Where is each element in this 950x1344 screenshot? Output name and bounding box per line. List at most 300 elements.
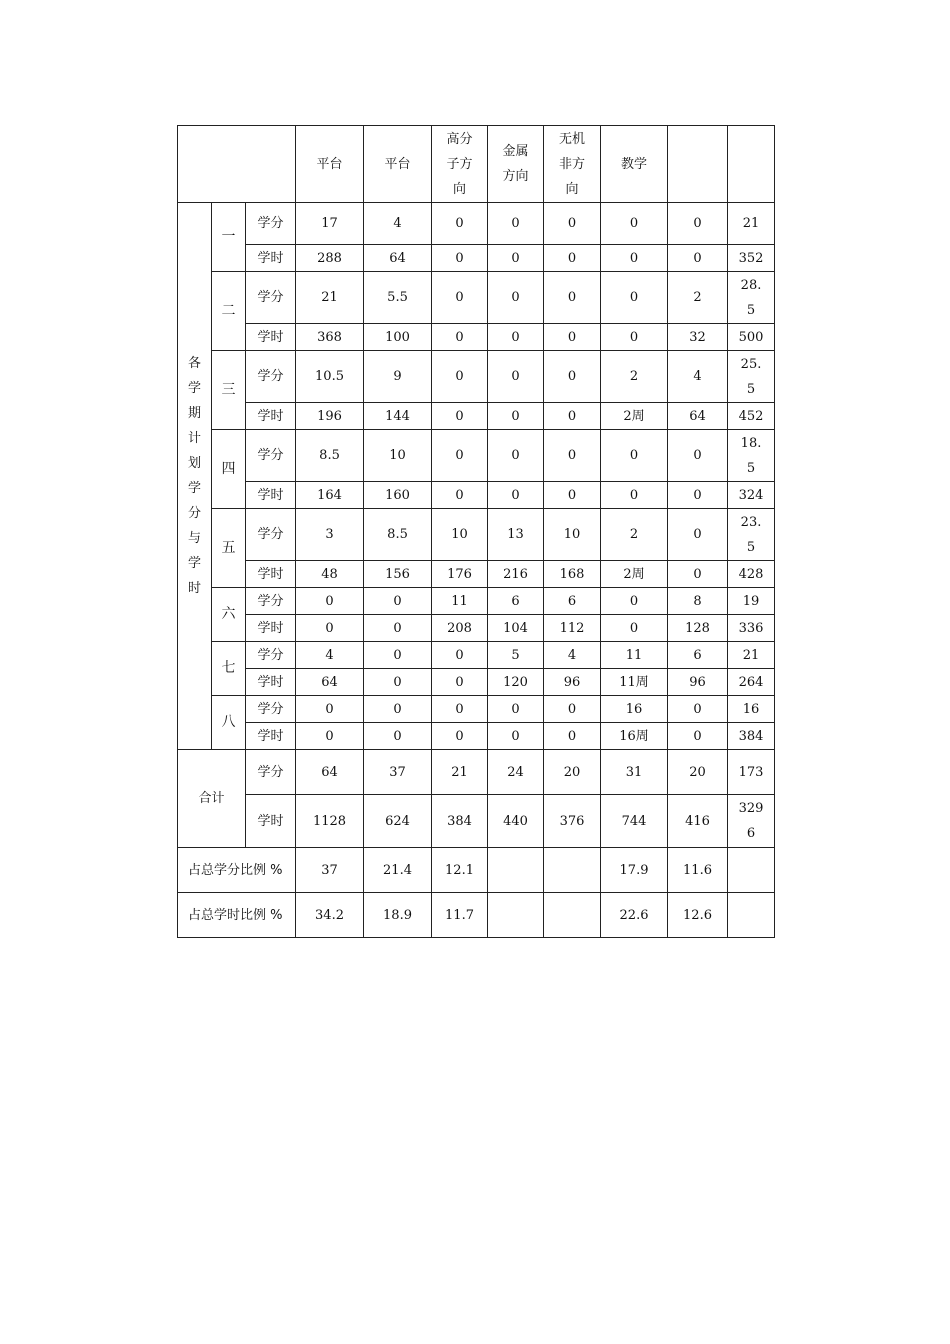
value-cell: [544, 696, 601, 723]
value-cell: [668, 615, 728, 642]
value-cell: [544, 430, 601, 482]
value-cell: [668, 588, 728, 615]
cell-text: 112: [559, 620, 585, 636]
cell-text: 0: [511, 701, 520, 717]
cell-text: 176: [447, 566, 472, 582]
value-cell: [728, 509, 775, 561]
value-cell: [601, 561, 668, 588]
cell-text: 24: [507, 764, 524, 780]
total-value-cell: [364, 750, 432, 795]
value-cell: [544, 723, 601, 750]
value-cell: [364, 351, 432, 403]
cell-text: 208: [447, 620, 472, 636]
cell-text: 0: [567, 701, 577, 717]
cell-text: 2: [629, 369, 639, 384]
cell-text: 368: [317, 329, 342, 345]
cell-text: 0: [693, 701, 702, 717]
cell-text: 0: [567, 487, 577, 503]
cell-text: 0: [393, 593, 402, 609]
value-cell: [601, 696, 668, 723]
cell-text: 2: [693, 290, 702, 305]
value-cell: [728, 403, 775, 430]
cell-text: 0: [455, 216, 464, 231]
value-cell: [544, 245, 601, 272]
value-cell: [544, 561, 601, 588]
value-cell: [728, 272, 775, 324]
value-cell: [364, 669, 432, 696]
cell-text: 学时: [257, 408, 284, 424]
value-cell: [668, 351, 728, 403]
row-type-label: [246, 324, 296, 351]
cell-text: 144: [385, 408, 410, 424]
row-type-label: [246, 795, 296, 848]
side-group-text: 各学期计划学分与学时: [187, 356, 201, 596]
total-value-cell: [432, 750, 488, 795]
table-row: [178, 272, 775, 324]
value-cell: [728, 642, 775, 669]
cell-text: 9: [393, 369, 402, 384]
cell-text: 0: [325, 620, 334, 636]
cell-text: 一: [221, 228, 236, 245]
cell-text: 744: [621, 813, 647, 829]
table-row: [178, 696, 775, 723]
value-cell: [364, 588, 432, 615]
header-corner: [178, 126, 296, 203]
table-row: [178, 642, 775, 669]
cell-text: 21: [742, 216, 760, 231]
value-cell: [488, 430, 544, 482]
value-cell: [601, 203, 668, 245]
cell-text: 学时: [257, 620, 284, 636]
cell-text: 32: [689, 329, 706, 345]
cell-text: 20: [563, 764, 581, 780]
value-cell: [544, 642, 601, 669]
cell-text: 17.9: [619, 862, 649, 878]
cell-text: 156: [385, 566, 410, 582]
value-cell: [432, 696, 488, 723]
value-cell: [296, 696, 364, 723]
cell-text: 3296: [738, 801, 764, 841]
cell-text: 4: [567, 647, 577, 663]
total-value-cell: [544, 750, 601, 795]
cell-text: 学分: [257, 216, 284, 231]
cell-text: 2周: [623, 566, 645, 582]
cell-text: 学分: [257, 764, 284, 780]
value-cell: [364, 203, 432, 245]
cell-text: 16周: [619, 728, 649, 744]
table-row: [178, 245, 775, 272]
value-cell: [296, 723, 364, 750]
total-value-cell: [296, 795, 364, 848]
column-header: [296, 126, 364, 203]
cell-text: 学时: [257, 728, 284, 744]
value-cell: [544, 351, 601, 403]
cell-text: 占总学时比例 %: [188, 907, 283, 923]
value-cell: [601, 245, 668, 272]
cell-text: 0: [511, 216, 520, 231]
value-cell: [364, 403, 432, 430]
table-row: [178, 615, 775, 642]
value-cell: [432, 482, 488, 509]
cell-text: 4: [393, 216, 402, 231]
total-value-cell: [668, 795, 728, 848]
cell-text: 高分子方向: [446, 131, 473, 197]
cell-text: 16: [742, 701, 760, 717]
row-type-label: [246, 482, 296, 509]
value-cell: [488, 482, 544, 509]
cell-text: 3: [325, 527, 334, 542]
value-cell: [601, 482, 668, 509]
value-cell: [364, 615, 432, 642]
total-value-cell: [488, 795, 544, 848]
cell-text: 4: [325, 647, 334, 663]
value-cell: [601, 723, 668, 750]
ratio-row: [178, 848, 775, 893]
total-value-cell: [728, 795, 775, 848]
value-cell: [432, 723, 488, 750]
value-cell: [488, 403, 544, 430]
cell-text: 96: [563, 674, 581, 690]
value-cell: [668, 723, 728, 750]
cell-text: 8.5: [387, 527, 408, 542]
cell-text: 264: [738, 674, 764, 690]
ratio-value-cell: [296, 848, 364, 893]
value-cell: [668, 642, 728, 669]
cell-text: 金属方向: [502, 144, 529, 184]
value-cell: [668, 430, 728, 482]
semester-label: [212, 203, 246, 272]
cell-text: 0: [567, 728, 577, 744]
cell-text: 学分: [257, 593, 284, 609]
value-cell: [488, 669, 544, 696]
cell-text: 学时: [257, 250, 284, 266]
cell-text: 0: [693, 448, 702, 463]
value-cell: [296, 669, 364, 696]
semester-label: [212, 430, 246, 509]
row-type-label: [246, 272, 296, 324]
cell-text: 11: [625, 647, 643, 663]
value-cell: [544, 509, 601, 561]
cell-text: 5: [511, 647, 520, 663]
table-body: [178, 126, 775, 938]
cell-text: 0: [455, 408, 464, 424]
cell-text: 0: [393, 647, 402, 663]
table-row: [178, 403, 775, 430]
value-cell: [544, 669, 601, 696]
value-cell: [601, 669, 668, 696]
semester-label: [212, 588, 246, 642]
value-cell: [296, 245, 364, 272]
cell-text: 1128: [312, 813, 347, 829]
value-cell: [432, 561, 488, 588]
cell-text: 0: [629, 448, 639, 463]
ratio-label: [178, 893, 296, 938]
cell-text: 0: [455, 487, 464, 503]
cell-text: 学时: [257, 566, 284, 582]
value-cell: [296, 615, 364, 642]
semester-label: [212, 509, 246, 588]
cell-text: 37: [389, 764, 406, 780]
cell-text: 0: [629, 216, 639, 231]
cell-text: 学时: [257, 329, 284, 345]
value-cell: [544, 203, 601, 245]
cell-text: 440: [503, 813, 528, 829]
value-cell: [668, 245, 728, 272]
row-type-label: [246, 561, 296, 588]
value-cell: [488, 509, 544, 561]
cell-text: 0: [567, 408, 577, 424]
table-row: [178, 203, 775, 245]
cell-text: 0: [511, 250, 520, 266]
cell-text: 2周: [623, 408, 645, 424]
value-cell: [728, 723, 775, 750]
table-row: [178, 588, 775, 615]
cell-text: 0: [393, 620, 402, 636]
cell-text: 0: [511, 728, 520, 744]
total-row: [178, 795, 775, 848]
cell-text: 三: [221, 381, 236, 398]
value-cell: [601, 509, 668, 561]
ratio-value-cell: [432, 893, 488, 938]
cell-text: 173: [738, 764, 764, 780]
cell-text: 学分: [257, 527, 284, 542]
table-row: [178, 669, 775, 696]
cell-text: 0: [693, 566, 702, 582]
cell-text: 平台: [316, 156, 343, 172]
ratio-value-cell: [728, 893, 775, 938]
cell-text: 5.5: [387, 290, 408, 305]
table-row: [178, 430, 775, 482]
ratio-value-cell: [488, 848, 544, 893]
value-cell: [296, 272, 364, 324]
total-value-cell: [544, 795, 601, 848]
value-cell: [544, 482, 601, 509]
value-cell: [296, 482, 364, 509]
table-row: [178, 482, 775, 509]
row-type-label: [246, 203, 296, 245]
cell-text: 0: [629, 290, 639, 305]
ratio-value-cell: [544, 848, 601, 893]
row-type-label: [246, 351, 296, 403]
value-cell: [728, 482, 775, 509]
row-type-label: [246, 615, 296, 642]
value-cell: [364, 696, 432, 723]
value-cell: [432, 272, 488, 324]
value-cell: [668, 669, 728, 696]
ratio-row: [178, 893, 775, 938]
row-type-label: [246, 723, 296, 750]
value-cell: [728, 588, 775, 615]
value-cell: [488, 272, 544, 324]
cell-text: 学分: [257, 448, 284, 463]
cell-text: 二: [221, 302, 236, 319]
cell-text: 0: [511, 329, 520, 345]
total-value-cell: [364, 795, 432, 848]
cell-text: 0: [455, 674, 464, 690]
ratio-value-cell: [668, 893, 728, 938]
value-cell: [432, 509, 488, 561]
cell-text: 六: [221, 606, 236, 622]
total-value-cell: [296, 750, 364, 795]
value-cell: [668, 696, 728, 723]
value-cell: [601, 272, 668, 324]
value-cell: [296, 430, 364, 482]
cell-text: 216: [503, 566, 528, 582]
cell-text: 学分: [257, 647, 284, 663]
column-header: [432, 126, 488, 203]
semester-label: [212, 642, 246, 696]
ratio-value-cell: [296, 893, 364, 938]
row-type-label: [246, 669, 296, 696]
semester-label: [212, 272, 246, 351]
cell-text: 428: [738, 566, 764, 582]
ratio-value-cell: [488, 893, 544, 938]
cell-text: 376: [559, 813, 585, 829]
cell-text: 352: [738, 250, 764, 266]
value-cell: [488, 203, 544, 245]
value-cell: [432, 615, 488, 642]
value-cell: [488, 642, 544, 669]
value-cell: [364, 723, 432, 750]
value-cell: [432, 324, 488, 351]
cell-text: 学时: [257, 813, 284, 829]
row-type-label: [246, 750, 296, 795]
side-group-label: [178, 203, 212, 750]
value-cell: [296, 351, 364, 403]
cell-text: 6: [567, 593, 577, 609]
value-cell: [432, 245, 488, 272]
value-cell: [728, 351, 775, 403]
cell-text: 324: [738, 487, 764, 503]
cell-text: 0: [693, 728, 702, 744]
cell-text: 164: [317, 487, 342, 503]
value-cell: [668, 403, 728, 430]
cell-text: 八: [221, 714, 236, 730]
cell-text: 11: [451, 593, 468, 609]
value-cell: [364, 482, 432, 509]
value-cell: [364, 642, 432, 669]
value-cell: [488, 351, 544, 403]
cell-text: 0: [393, 728, 402, 744]
ratio-value-cell: [728, 848, 775, 893]
cell-text: 七: [221, 660, 236, 676]
cell-text: 0: [693, 487, 702, 503]
cell-text: 0: [629, 329, 639, 345]
total-label: [178, 750, 246, 848]
row-type-label: [246, 403, 296, 430]
cell-text: 教学: [621, 156, 648, 172]
cell-text: 624: [385, 813, 410, 829]
cell-text: 学分: [257, 701, 284, 717]
cell-text: 21.4: [383, 862, 412, 878]
ratio-value-cell: [364, 893, 432, 938]
value-cell: [488, 696, 544, 723]
cell-text: 学时: [257, 674, 284, 690]
cell-text: 0: [567, 250, 577, 266]
value-cell: [601, 403, 668, 430]
ratio-value-cell: [544, 893, 601, 938]
row-type-label: [246, 430, 296, 482]
cell-text: 0: [511, 448, 520, 463]
column-header: [544, 126, 601, 203]
value-cell: [544, 615, 601, 642]
value-cell: [296, 509, 364, 561]
cell-text: 21: [451, 764, 468, 780]
cell-text: 12.6: [683, 907, 712, 923]
cell-text: 10: [563, 527, 581, 542]
value-cell: [296, 588, 364, 615]
value-cell: [668, 509, 728, 561]
cell-text: 18.5: [740, 435, 762, 476]
ratio-value-cell: [364, 848, 432, 893]
value-cell: [296, 203, 364, 245]
cell-text: 四: [221, 460, 236, 477]
cell-text: 37: [321, 862, 338, 878]
value-cell: [668, 561, 728, 588]
value-cell: [668, 324, 728, 351]
cell-text: 13: [507, 527, 524, 542]
value-cell: [728, 615, 775, 642]
cell-text: 168: [559, 566, 585, 582]
cell-text: 64: [321, 764, 338, 780]
cell-text: 22.6: [619, 907, 649, 923]
cell-text: 8.5: [319, 448, 340, 463]
cell-text: 0: [393, 701, 402, 717]
value-cell: [432, 642, 488, 669]
row-type-label: [246, 509, 296, 561]
ratio-label: [178, 848, 296, 893]
value-cell: [488, 324, 544, 351]
table-row: [178, 561, 775, 588]
cell-text: 18.9: [383, 907, 412, 923]
value-cell: [364, 324, 432, 351]
value-cell: [432, 669, 488, 696]
value-cell: [601, 324, 668, 351]
cell-text: 196: [317, 408, 342, 424]
value-cell: [488, 245, 544, 272]
row-type-label: [246, 642, 296, 669]
cell-text: 0: [567, 369, 577, 384]
cell-text: 6: [693, 647, 702, 663]
ratio-value-cell: [601, 848, 668, 893]
cell-text: 21: [742, 647, 760, 663]
cell-text: 0: [567, 329, 577, 345]
cell-text: 0: [455, 329, 464, 345]
cell-text: 0: [629, 487, 639, 503]
value-cell: [364, 430, 432, 482]
cell-text: 0: [325, 701, 334, 717]
value-cell: [488, 561, 544, 588]
cell-text: 384: [738, 728, 764, 744]
value-cell: [364, 272, 432, 324]
value-cell: [296, 561, 364, 588]
ratio-value-cell: [601, 893, 668, 938]
value-cell: [488, 588, 544, 615]
total-value-cell: [432, 795, 488, 848]
cell-text: 0: [393, 674, 402, 690]
value-cell: [601, 588, 668, 615]
cell-text: 34.2: [315, 907, 344, 923]
value-cell: [728, 324, 775, 351]
value-cell: [728, 430, 775, 482]
cell-text: 11.7: [445, 907, 474, 923]
total-value-cell: [601, 750, 668, 795]
cell-text: 0: [693, 250, 702, 266]
semester-label: [212, 696, 246, 750]
value-cell: [432, 588, 488, 615]
value-cell: [432, 403, 488, 430]
value-cell: [364, 561, 432, 588]
